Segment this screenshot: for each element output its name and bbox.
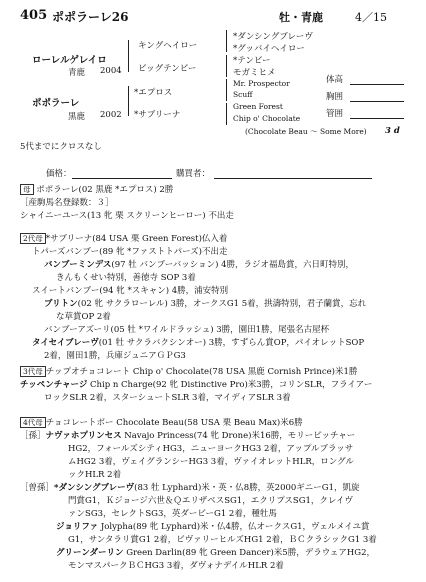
family-line [20,259,420,272]
dam-text: ポポラーレ(02 黒鹿 *エプロス) [36,185,157,195]
horse-entry: ックHLR 2着 [68,470,122,480]
horse-detail: (02 牝 サクラローレル) 3勝，オークスG1 5着，拱濤特別，君子蘭賞，忘れ [77,299,367,309]
horse-entry: ロックSLR 2着，スターシュートSLR 3着，マイディアSLR 3着 [44,393,291,403]
horse-detail: (01 牡 サクラバクシンオー) 3勝，すずらん賞OP，パイオレットSOP [98,338,365,348]
horse-entry: ナヴァホプリンセス [45,431,122,441]
family-number: 3 d [385,126,400,136]
inbreeding-note: 5代までにクロスなし [20,142,102,152]
horse-entry: バンブーミンデス [44,260,112,270]
horse-entry: きんもくせい特別，善徳寺 SOP 3着 [56,273,196,283]
horse-entry: グリーンダーリン [56,548,124,558]
family-line [20,469,420,482]
dam-dam-sire: Green Forest [233,102,283,111]
sire-sire: キングヘイロー [138,41,198,51]
family-line [20,456,420,469]
girth-line [350,101,404,102]
family-line [20,534,420,547]
sex-color: 牡・青鹿 [279,11,323,24]
horse-entry: モンマスパークＢＣHG3 3着，ダヴォナデイルHLR 2着 [68,561,284,571]
family-line [20,298,420,311]
horse-entry: タイセイブレーヴ [32,338,99,348]
dam-dam: *サブリーナ [134,110,181,120]
sire-year: 2004 [100,66,122,76]
gen2-tag: 2代母 [20,233,46,244]
registered-count: ［産駒馬名登録数：３］ [20,198,114,208]
family-line [20,547,420,560]
dam-color: 黒鹿 [68,112,86,122]
foal-name: シャイニーユース(13 牝 栗 スクリーンヒーロー) [20,211,206,221]
height-label: 体高 [326,75,344,85]
sire-dam: ビッグテンビー [138,64,197,74]
gen3-section [20,365,420,405]
relation-prefix: ［曽孫］ [20,483,55,493]
family-line [20,495,420,508]
horse-entry: ムHG2 3着，ヴェイグランシーHG3 3着，ヴァイオレットHLR，ロングル [68,457,354,467]
dam-record: 2勝 [159,185,174,195]
sire-dam-dam: モガミヒメ [233,68,276,78]
family-line [20,285,420,298]
sire-bracket [128,40,129,72]
horse-entry: チップオチョコレート Chip o' Chocolate(78 USA 黒鹿 Cornish Prince)米1勝 [45,367,358,377]
price-label: 価格： [46,169,72,179]
buyer-label: 購買者： [176,169,211,179]
family-line [20,379,420,392]
family-line [20,337,420,350]
family-line [20,482,420,495]
gen2-section [20,232,420,363]
height-line [350,84,404,85]
horse-entry: スイートバンブー(94 牝 *スキャン) 4勝，浦安特別 [32,286,229,296]
dam-sire-bracket [226,79,227,101]
family-line [20,350,420,363]
price-line [72,178,172,179]
horse-entry: *ダンシングブレーヴ [54,483,135,493]
horse-entry: バンブーアズーリ(05 牡 *ワイルドラッシュ) 3勝，園田1勝，尾張名古屋杯 [44,325,330,335]
horse-entry: HG2，フォールズシティHG3，ニューヨークHG3 2着，アップルブラッサ [68,444,354,454]
dam-sire-dam: Scuff [233,90,253,99]
gen4-tag: 4代母 [20,417,46,428]
horse-detail: Chip n Charge(92 牝 Distinctive Pro)米3勝，コリンSLR，フライアー [87,380,373,390]
horse-detail: Navajo Princess(74 牝 Drone)米16勝，モリーピッチャー [121,431,356,441]
family-line [20,324,420,337]
family-line [20,272,420,285]
sire-sire-bracket [226,30,227,52]
dam-dam-bracket [226,103,227,125]
sire-name: ローレルゲレイロ [32,55,107,66]
sire-sire-dam: *グッバイヘイロー [233,44,305,54]
dam-section [20,183,420,223]
family-line [20,246,420,259]
date: 4／15 [355,11,387,24]
dam-sire-sire: Mr. Prospector [233,79,290,88]
family-line [20,508,420,521]
family-line [20,392,420,405]
dam-tag: 母 [20,184,34,195]
sire-dam-sire: *テンビー [233,56,271,66]
horse-entry: チッペンチャージ [20,380,88,390]
dam-sire: *エプロス [134,88,173,98]
horse-entry: 2着，園田1勝，兵庫ジュニアＧＰG3 [44,351,186,361]
dam-dam-dam: Chip o' Chocolate [233,114,301,123]
foal-record: 不出走 [208,211,234,221]
horse-entry: G1，サンタラリ賞G1 2着，ビヴァリーヒルズHG1 2着，ＢＣクラシックG1 3着 [68,535,377,545]
horse-entry: 門賞G1，Ｋジョージ六世＆ＱエリザベスSG1，エクリプスSG1，クレイヴ [68,496,353,506]
horse-detail: (83 牡 Lyphard)米・英・仏8勝，英2000ギニーG1，凱旋 [134,483,360,493]
horse-entry: ブリトン [44,299,78,309]
family-line [20,311,420,324]
horse-entry: ジョリファ [56,522,99,532]
sire-color: 青鹿 [68,68,86,78]
relation-prefix: ［孫］ [20,431,46,441]
horse-entry: *サブリーナ(84 USA 栗 Green Forest)仏入着 [45,234,228,244]
family-line [20,430,420,443]
lot-number: 405 [20,8,48,23]
family-line [20,443,420,456]
horse-entry: な草賞OP 2着 [56,312,111,322]
family-line [20,521,420,534]
girth-label: 胸囲 [326,92,344,102]
family-line [20,560,420,573]
horse-entry: ァンSG3，セレクトSG3，英ダービーG1 2着，種牡馬 [68,509,277,519]
cannon-line [350,118,404,119]
horse-detail: Jolypha(89 牝 Lyphard)米・仏4勝，仏オークスG1，ヴェルメイユ賞 [98,522,370,532]
horse-entry: チョコレートボー Chocolate Beau(58 USA 栗 Beau Max)米6勝 [45,418,303,428]
family-line: (Chocolate Beau ～ Some More) [245,127,367,136]
gen4-section [20,416,420,573]
gen3-tag: 3代母 [20,366,46,377]
sire-sire-sire: *ダンシングブレーヴ [233,32,313,42]
buyer-line [214,178,372,179]
horse-entry: トパーズバンブー(89 牝 *ファストトパーズ)不出走 [32,247,228,257]
sire-dam-bracket [226,55,227,77]
horse-name: ポポラーレ26 [52,10,129,24]
dam-bracket [128,86,129,116]
horse-detail: Green Darlin(89 牝 Green Dancer)米5勝，デラウェアHG2， [123,548,375,558]
cannon-label: 管囲 [326,109,344,119]
dam-name: ポポラーレ [32,98,80,109]
dam-year: 2002 [100,110,122,120]
horse-detail: (97 牡 バンブーバッション) 4勝，ラジオ福島賞，六日町特別， [111,260,355,270]
